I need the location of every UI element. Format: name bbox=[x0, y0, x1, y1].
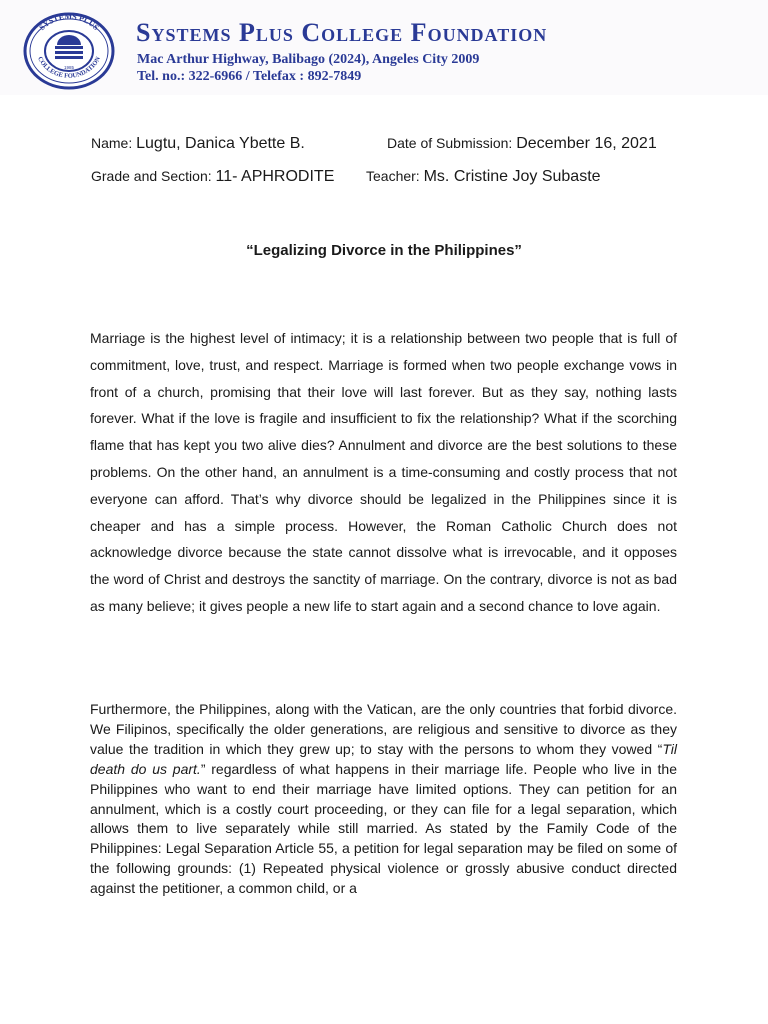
date-line bbox=[387, 135, 657, 153]
college-address: Mac Arthur Highway, Balibago (2024), Angeles City 2009 bbox=[137, 52, 480, 67]
essay-title: “Legalizing Divorce in the Philippines” bbox=[246, 242, 522, 259]
vow-quote: Til death do us part. bbox=[90, 740, 677, 777]
letterhead bbox=[0, 0, 768, 95]
grade-label: Grade and Section: bbox=[91, 168, 212, 184]
college-phone: Tel. no.: 322-6966 / Telefax : 892-7849 bbox=[137, 69, 362, 84]
teacher-label: Teacher: bbox=[366, 168, 420, 184]
grade-value: 11- APHRODITE bbox=[215, 168, 335, 185]
name-value: Lugtu, Danica Ybette B. bbox=[136, 135, 305, 152]
name-label: Name: bbox=[91, 135, 133, 151]
essay-paragraph-2 bbox=[90, 700, 677, 899]
svg-text:SYSTEMS PLUS: SYSTEMS PLUS bbox=[37, 12, 101, 33]
svg-text:COLLEGE FOUNDATION: COLLEGE FOUNDATION bbox=[36, 55, 102, 80]
teacher-value: Ms. Cristine Joy Subaste bbox=[423, 168, 601, 185]
date-value: December 16, 2021 bbox=[516, 135, 657, 152]
name-line bbox=[91, 135, 305, 153]
college-name: Systems Plus College Foundation bbox=[136, 18, 548, 47]
grade-line bbox=[91, 168, 334, 186]
paragraph-2-text-a: Furthermore, the Philippines, along with the Vatican, are the only countries that forbid divorce. We Filipinos, specifically the older generations, are religious and sensitive to divorce as they value the tradition in which they grew up; to stay with the persons to whom they vowed “ bbox=[90, 701, 677, 757]
college-seal-icon bbox=[22, 12, 116, 90]
seal-year: 1985 bbox=[63, 65, 75, 70]
essay-paragraph-1: Marriage is the highest level of intimacy; it is a relationship between two people that is full of commitment, love, trust, and respect. Marriage is formed when two people exchange vows in front of a church, promising that their love will last forever. But as they say, nothing lasts forever. What if the love is fragile and insufficient to fix the relationship? What if the scorching flame that has kept you two alive dies? Annulment and divorce are the best solutions to these problems. On the other hand, an annulment is a time-consuming and costly process that not everyone can afford. That’s why divorce should be legalized in the Philippines since it is cheaper and has a simple process. However, the Roman Catholic Church does not acknowledge divorce because the state cannot dissolve what is irrevocable, and it opposes the word of Christ and destroys the sanctity of marriage. On the contrary, divorce is not as bad as many believe; it gives people a new life to start again and a second chance to love again. bbox=[90, 330, 677, 614]
date-label: Date of Submission: bbox=[387, 135, 513, 151]
teacher-line bbox=[366, 168, 601, 186]
paragraph-2-text-b: ” regardless of what happens in their marriage life. People who live in the Philippines who want to end their marriage have limited options. They can petition for an annulment, which is a costly court proceeding, or they can file for a legal separation, which allows them to live separately while still married. As stated by the Family Code of the Philippines: Legal Separation Article 55, a petition for legal separation may be filed on some of the following grounds: (1) Repeated physical violence or grossly abusive conduct directed against the petitioner, a common child, or a bbox=[90, 760, 678, 897]
